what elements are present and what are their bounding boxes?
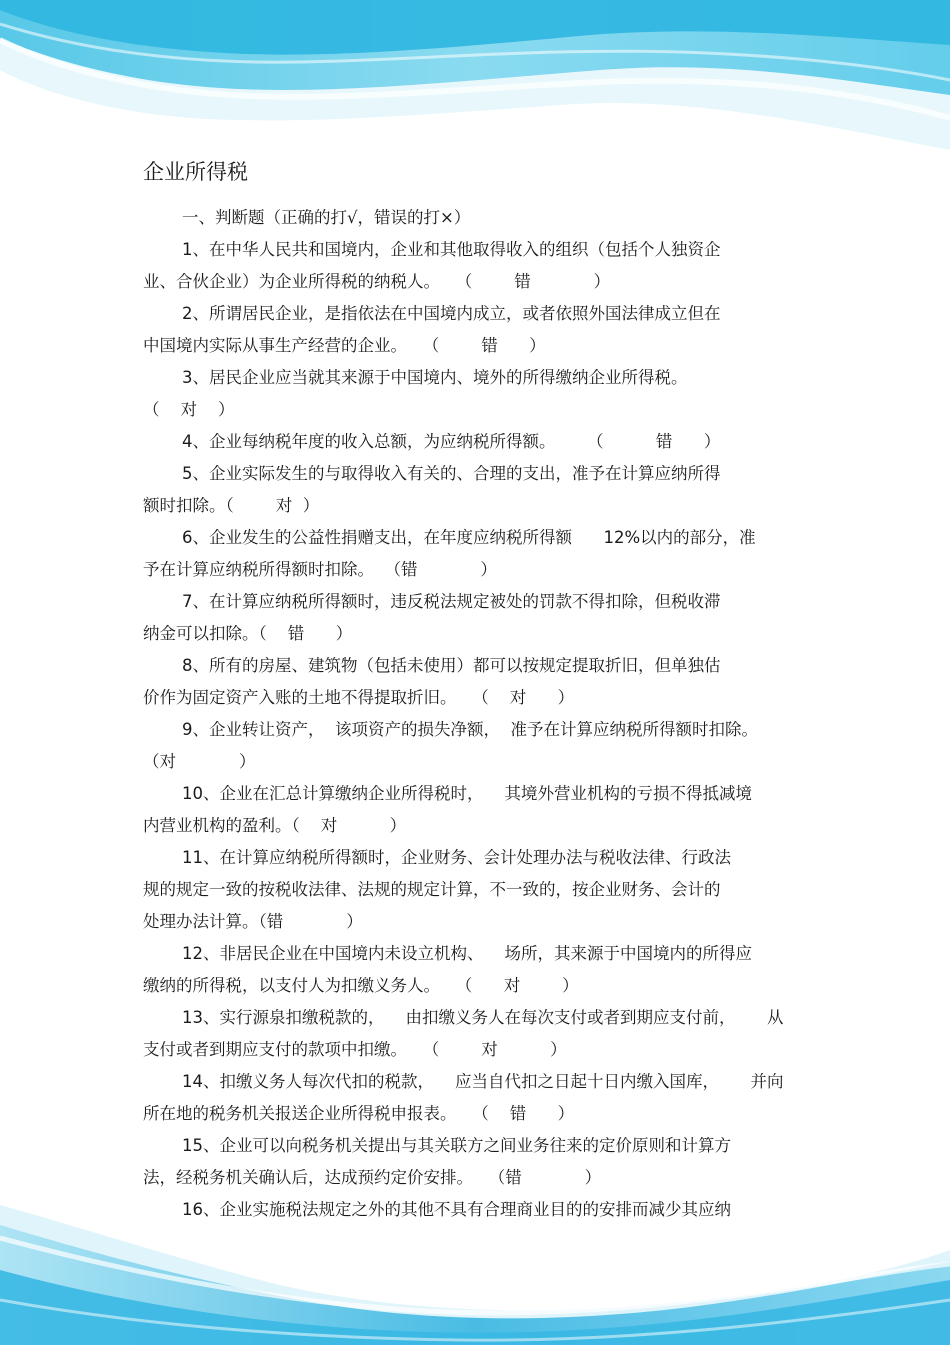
question-text-continued: 处理办法计算。（错 ）	[143, 912, 363, 931]
question-text: 3、居民企业应当就其来源于中国境内、境外的所得缴纳企业所得税。	[182, 368, 688, 387]
question-text: 2、所谓居民企业，是指依法在中国境内成立，或者依照外国法律成立但在	[182, 304, 721, 323]
question-text-continued: 缴纳的所得税，以支付人为扣缴义务人。 （ 对 ）	[143, 976, 579, 995]
question-text: 4、企业每纳税年度的收入总额，为应纳税所得额。 （ 错 ）	[182, 432, 721, 451]
question-text: 8、所有的房屋、建筑物（包括未使用）都可以按规定提取折旧，但单独估	[182, 656, 721, 675]
question-text: 7、在计算应纳税所得额时，违反税法规定被处的罚款不得扣除，但税收滞	[182, 592, 721, 611]
question-text-continued: 纳金可以扣除。（ 错 ）	[143, 624, 353, 643]
question-text: 9、企业转让资产， 该项资产的损失净额， 准予在计算应纳税所得额时扣除。	[182, 720, 758, 739]
question-text-continued: 业、合伙企业）为企业所得税的纳税人。 （ 错 ）	[143, 272, 611, 291]
question-text: 16、企业实施税法规定之外的其他不具有合理商业目的的安排而减少其应纳	[182, 1200, 731, 1219]
question-text-continued: 中国境内实际从事生产经营的企业。 （ 错 ）	[143, 336, 546, 355]
question-text-continued: 规的规定一致的按税收法律、法规的规定计算，不一致的，按企业财务、会计的	[143, 880, 721, 899]
question-text-continued: 予在计算应纳税所得额时扣除。 （错 ）	[143, 560, 497, 579]
question-text: 11、在计算应纳税所得额时，企业财务、会计处理办法与税收法律、行政法	[182, 848, 731, 867]
question-text-continued: 所在地的税务机关报送企业所得税申报表。 （ 错 ）	[143, 1104, 575, 1123]
question-text-continued: 支付或者到期应支付的款项中扣缴。 （ 对 ）	[143, 1040, 567, 1059]
question-text: 13、实行源泉扣缴税款的， 由扣缴义务人在每次支付或者到期应支付前， 从	[182, 1008, 784, 1027]
question-text: 1、在中华人民共和国境内，企业和其他取得收入的组织（包括个人独资企	[182, 240, 721, 259]
question-text: 10、企业在汇总计算缴纳企业所得税时， 其境外营业机构的亏损不得抵减境	[182, 784, 752, 803]
question-text: 15、企业可以向税务机关提出与其关联方之间业务往来的定价原则和计算方	[182, 1136, 731, 1155]
question-text-continued: 法，经税务机关确认后，达成预约定价安排。 （错 ）	[143, 1168, 602, 1187]
question-text: 14、扣缴义务人每次代扣的税款， 应当自代扣之日起十日内缴入国库， 并向	[182, 1072, 784, 1091]
document-title: 企业所得税	[143, 160, 248, 184]
question-text-continued: 额时扣除。（ 对 ）	[143, 496, 320, 515]
question-text: 12、非居民企业在中国境内未设立机构、 场所，其来源于中国境内的所得应	[182, 944, 752, 963]
question-text: 5、企业实际发生的与取得收入有关的、合理的支出，准予在计算应纳所得	[182, 464, 721, 483]
question-text-continued: （ 对 ）	[143, 400, 235, 419]
question-text-continued: 价作为固定资产入账的土地不得提取折旧。 （ 对 ）	[143, 688, 575, 707]
question-text-continued: （对 ）	[143, 752, 256, 771]
section-heading: 一、判断题（正确的打√，错误的打×）	[182, 208, 471, 227]
question-text-continued: 内营业机构的盈利。（ 对 ）	[143, 816, 407, 835]
question-text: 6、企业发生的公益性捐赠支出，在年度应纳税所得额 12%以内的部分，准	[182, 528, 756, 547]
